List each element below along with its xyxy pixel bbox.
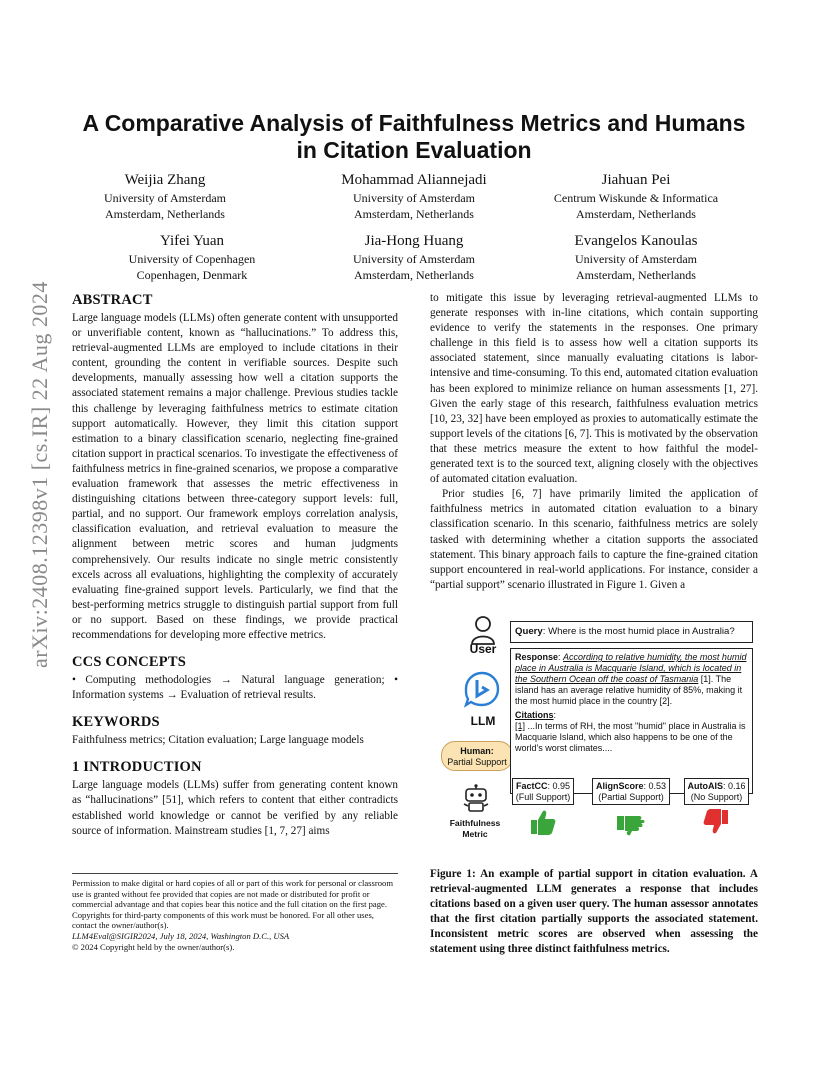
author-location: Amsterdam, Netherlands — [354, 207, 474, 221]
metric-level: (Partial Support) — [598, 792, 664, 802]
permission-footnote — [72, 873, 398, 952]
response-label: Response — [515, 652, 559, 662]
footnote-copyright: © 2024 Copyright held by the owner/author(s). — [72, 941, 235, 952]
query-box — [510, 621, 753, 643]
author-block — [304, 170, 524, 222]
footnote-permission: Permission to make digital or hard copies of all or part of this work for personal or classroom use is granted without fee provided that copies are not made or distributed for profit or commercial advantage and that copies bear this notice and the full citation on the first page. Copyrights for third-party components of this work must be honored. For all other uses, contact the owner/author(s). — [72, 878, 393, 931]
author-block — [526, 231, 746, 283]
author-block — [82, 231, 302, 283]
user-label: User — [469, 642, 497, 656]
metric-box-factcc — [512, 778, 574, 805]
author-location: Amsterdam, Netherlands — [354, 268, 474, 282]
metric-box-autoais — [684, 778, 749, 805]
introduction-text: Large language models (LLMs) suffer from generating content known as “hallucinations” [51], which refers to content that either contradicts established world knowledge or cannot be verified by any reliable source of information. Mainstream studies [1, 7, 27] aims — [72, 779, 398, 837]
metric-score: : 0.95 — [547, 781, 571, 791]
ccs-text: • Computing methodologies → Natural language generation; • Information systems → Evaluation of retrieval results. — [72, 674, 398, 702]
author-name: Jia-Hong Huang — [364, 233, 464, 249]
intro-paragraph-2: Prior studies [6, 7] have primarily limited the application of faithfulness metrics in automated citation evaluation to a binary classification scenario. In this scenario, faithfulness metrics are solely tasked with determining whether a citation supports the associated statement. This binary approach fails to capture the fine-grained citation support encountered in real-world applications. For instance, consider a “partial support” scenario illustrated in Figure 1. Given a — [430, 488, 758, 591]
metric-level: (Full Support) — [515, 792, 571, 802]
author-block — [304, 231, 524, 283]
title-line-1: A Comparative Analysis of Faithfulness Metrics and Humans — [82, 110, 746, 136]
keywords-text: Faithfulness metrics; Citation evaluation; Large language models — [72, 734, 364, 747]
thumbs-down-icon — [703, 809, 729, 837]
response-rest: [1]. The island has an average relative humidity of 85%, making it the most humid place in the country [2]. — [515, 674, 743, 706]
metric-name: AlignScore — [595, 781, 644, 791]
citations-block: Citations: [1] ...In terms of RH, the most "humid" place in Australia is Macquarie Island, which also happens to be one of the world's worst climates.... — [515, 710, 746, 753]
citation-text: ...In terms of RH, the most "humid" place in Australia is Macquarie Island, which also happens to be one of the world's worst climates.... — [515, 721, 746, 753]
figure-1 — [435, 612, 757, 840]
author-name: Weijia Zhang — [124, 172, 206, 188]
author-affiliation: University of Amsterdam — [575, 252, 697, 266]
author-name: Yifei Yuan — [159, 233, 224, 249]
faithfulness-metric-label: Faithfulness Metric — [449, 818, 501, 839]
metric-name: FactCC — [515, 781, 548, 791]
introduction-heading: 1 INTRODUCTION — [72, 759, 202, 776]
author-location: Amsterdam, Netherlands — [576, 268, 696, 282]
user-icon — [470, 615, 496, 645]
footnote-venue: LLM4Eval@SIGIR2024, July 18, 2024, Washington D.C., USA — [72, 930, 290, 941]
llm-label: LLM — [470, 714, 496, 728]
author-affiliation: University of Amsterdam — [104, 191, 226, 205]
metric-score: : 0.16 — [722, 781, 746, 791]
query-label: Query — [515, 626, 543, 637]
citations-label: Citations — [515, 710, 554, 720]
human-tag-title: Human: — [460, 746, 494, 756]
author-location: Amsterdam, Netherlands — [576, 207, 696, 221]
metric-score: : 0.53 — [643, 781, 667, 791]
author-name: Mohammad Aliannejadi — [341, 172, 487, 188]
keywords-heading: KEYWORDS — [72, 714, 160, 731]
author-affiliation: Centrum Wiskunde & Informatica — [553, 191, 719, 205]
author-affiliation: University of Copenhagen — [128, 252, 256, 266]
paper-title — [50, 110, 778, 164]
author-affiliation: University of Amsterdam — [353, 191, 475, 205]
query-text: : Where is the most humid place in Australia? — [542, 626, 735, 637]
left-column — [72, 291, 398, 839]
author-affiliation: University of Amsterdam — [353, 252, 475, 266]
author-location: Copenhagen, Denmark — [136, 268, 248, 282]
author-location: Amsterdam, Netherlands — [105, 207, 225, 221]
abstract-text: Large language models (LLMs) often generate content with unsupported or unverifiable content, known as “hallucinations.” To address this, retrieval-augmented LLMs are employed to include citations in their content, grounding the content in verifiable sources. Despite such developments, manually assessing how well a citation supports the associated statement remains a major challenge. Previous studies tackle this challenge by leveraging faithfulness metrics to estimate citation support automatically. However, they limit this citation support estimation to a binary classification scenario, neglecting fine-grained citation support in practical scenarios. To investigate the effectiveness of faithfulness metrics in fine-grained scenarios, we propose a comparative evaluation framework that assesses the metric effectiveness in distinguishing citations between three-category support levels: full, partial, and no support. Our framework employs correlation analysis, classification evaluation, and retrieval evaluation to measure the alignment between metric scores and human judgments comprehensively. Our results indicate no single metric consistently excels across all evaluations, highlighting the complexity of accurately evaluating fine-grained support levels. Particularly, we find that the best-performing metrics struggle to distinguish partial support from full or no support. Based on these findings, we provide practical recommendations for developing more effective metrics. — [72, 312, 398, 641]
thumbs-up-icon — [530, 808, 556, 836]
intro-paragraph-1: to mitigate this issue by leveraging retrieval-augmented LLMs to generate responses with in-line citations, which contain supporting evidence to verify the statements in the responses. One primary challenge in this field is to assess how well a citation supports its associated statement, since manually evaluating citations is labor-intensive and time-consuming. To this end, automated citation evaluation has been explored to minimize reliance on human assessments [1, 27]. Given the early stage of this research, faithfulness evaluation metrics [10, 23, 32] have been employed as proxies to automatically estimate the support levels of the citations [6, 7]. This is motivated by the observation that these metrics measure the extent to how faithful the model-generated text is to the sourced text, aligning closely with the objectives of automated citation evaluation. — [430, 292, 758, 486]
abstract-heading: ABSTRACT — [72, 292, 153, 308]
author-block — [526, 170, 746, 222]
right-column — [430, 291, 758, 593]
response-highlighted-statement: According to relative humidity, the most humid place in Australia is Macquarie Island, which is located in the Southern Ocean off the coast of Tasmania — [515, 652, 747, 684]
author-name: Jiahuan Pei — [601, 172, 671, 188]
title-line-2: in Citation Evaluation — [296, 137, 532, 163]
human-annotation-bubble — [441, 741, 513, 771]
human-tag-value: Partial Support — [447, 757, 507, 767]
metric-name: AutoAIS — [687, 781, 723, 791]
author-name: Evangelos Kanoulas — [574, 233, 698, 249]
author-block — [55, 170, 275, 222]
metric-level: (No Support) — [690, 792, 743, 802]
figure-caption: Figure 1: An example of partial support in citation evaluation. A retrieval-augmented LLM generates a response that includes citations based on a given user query. The human assessor annotates that the first citation partially supports the associated statement. Inconsistent metric scores are observed when assessing the statement using three distinct faithfulness metrics. — [430, 868, 758, 956]
arxiv-stamp: arXiv:2408.12398v1 [cs.IR] 22 Aug 2024 — [27, 281, 52, 668]
response-block: Response: According to relative humidity, the most humid place in Australia is Macquarie Island, which is located in the Southern Ocean off the coast of Tasmania [1]. The island has an average relative humidity of 85%, making it the most humid place in the country [2]. — [515, 652, 747, 706]
citation-ref: [1] — [515, 721, 526, 731]
response-box — [510, 648, 753, 794]
thumbs-sideways-icon — [616, 810, 646, 836]
robot-icon — [463, 784, 489, 812]
llm-chat-icon — [463, 670, 501, 708]
ccs-heading: CCS CONCEPTS — [72, 654, 186, 671]
metric-box-alignscore — [592, 778, 670, 805]
